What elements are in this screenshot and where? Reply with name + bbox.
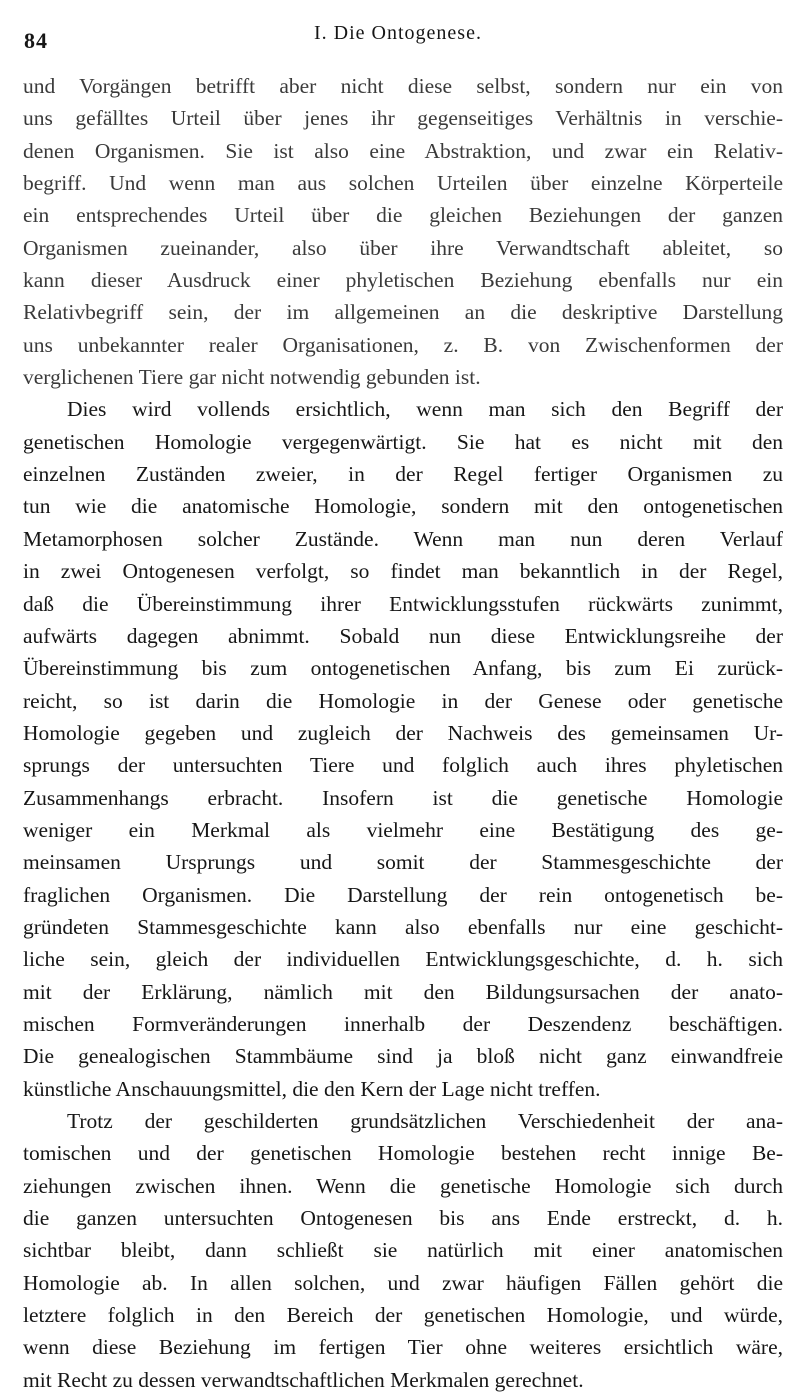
text-line: sprungs der untersuchten Tiere und folglich auch ihres phyletischen <box>23 753 783 778</box>
text-line: gründeten Stammesgeschichte kann also ebenfalls nur eine geschicht- <box>23 914 783 939</box>
text-line: Die genealogischen Stammbäume sind ja bloß nicht ganz einwandfreie <box>23 1044 783 1069</box>
text-line: weniger ein Merkmal als vielmehr eine Bestätigung des ge- <box>23 817 783 842</box>
text-line: in zwei Ontogenesen verfolgt, so findet man bekanntlich in der Regel, <box>23 559 783 584</box>
text-line: sichtbar bleibt, dann schließt sie natürlich mit einer anatomischen <box>23 1238 783 1263</box>
paragraph-2 <box>23 393 783 1105</box>
text-line: Organismen zueinander, also über ihre Verwandtschaft ableitet, so <box>23 235 783 260</box>
text-line: letztere folglich in den Bereich der genetischen Homologie, und würde, <box>23 1303 783 1328</box>
text-line: Übereinstimmung bis zum ontogenetischen Anfang, bis zum Ei zurück- <box>23 656 783 681</box>
text-line: mit der Erklärung, nämlich mit den Bildungsursachen der anato- <box>23 979 783 1004</box>
text-line: ziehungen zwischen ihnen. Wenn die genetische Homologie sich durch <box>23 1173 783 1198</box>
text-line: daß die Übereinstimmung ihrer Entwicklungsstufen rückwärts zunimmt, <box>23 591 783 616</box>
text-line: tomischen und der genetischen Homologie bestehen recht innige Be- <box>23 1141 783 1166</box>
text-line: mischen Formveränderungen innerhalb der Deszendenz beschäftigen. <box>23 1011 783 1036</box>
text-line: kann dieser Ausdruck einer phyletischen Beziehung ebenfalls nur ein <box>23 268 783 293</box>
text-line: genetischen Homologie vergegenwärtigt. Sie hat es nicht mit den <box>23 429 783 454</box>
text-line: tun wie die anatomische Homologie, sondern mit den ontogenetischen <box>23 494 783 519</box>
text-line: uns gefälltes Urteil über jenes ihr gegenseitiges Verhältnis in verschie- <box>23 106 783 131</box>
text-line: Trotz der geschilderten grundsätzlichen Verschiedenheit der ana- <box>67 1109 783 1133</box>
text-line: Zusammenhangs erbracht. Insofern ist die genetische Homologie <box>23 785 783 810</box>
text-line: Relativbegriff sein, der im allgemeinen an die deskriptive Darstellung <box>23 300 783 325</box>
text-line: meinsamen Ursprungs und somit der Stammesgeschichte der <box>23 850 783 875</box>
text-line: reicht, so ist darin die Homologie in der Genese oder genetische <box>23 688 783 713</box>
paragraph-1 <box>23 70 783 393</box>
body-text <box>23 70 783 1396</box>
text-line: wenn diese Beziehung im fertigen Tier ohne weiteres ersichtlich wäre, <box>23 1335 783 1360</box>
text-line: verglichenen Tiere gar nicht notwendig gebunden ist. <box>23 365 481 390</box>
text-line: fraglichen Organismen. Die Darstellung der rein ontogenetisch be- <box>23 882 783 907</box>
text-line: Homologie ab. In allen solchen, und zwar häufigen Fällen gehört die <box>23 1270 783 1295</box>
text-line: die ganzen untersuchten Ontogenesen bis ans Ende erstreckt, d. h. <box>23 1206 783 1231</box>
text-line: künstliche Anschauungsmittel, die den Kern der Lage nicht treffen. <box>23 1076 601 1101</box>
text-line: liche sein, gleich der individuellen Entwicklungsgeschichte, d. h. sich <box>23 947 783 972</box>
text-line: ein entsprechendes Urteil über die gleichen Beziehungen der ganzen <box>23 203 783 228</box>
text-line: Dies wird vollends ersichtlich, wenn man sich den Begriff der <box>67 397 783 422</box>
text-line: begriff. Und wenn man aus solchen Urteilen über einzelne Körperteile <box>23 171 783 196</box>
text-line: Metamorphosen solcher Zustände. Wenn man nun deren Verlauf <box>23 526 783 551</box>
chapter-title: I. Die Ontogenese. <box>314 22 482 44</box>
text-line: Homologie gegeben und zugleich der Nachweis des gemeinsamen Ur- <box>23 720 783 745</box>
text-line: einzelnen Zuständen zweier, in der Regel fertiger Organismen zu <box>23 462 783 487</box>
page-number: 84 <box>24 28 48 53</box>
text-line: mit Recht zu dessen verwandtschaftlichen Merkmalen gerechnet. <box>23 1367 584 1392</box>
text-line: denen Organismen. Sie ist also eine Abstraktion, und zwar ein Relativ- <box>23 138 783 163</box>
text-line: uns unbekannter realer Organisationen, z. B. von Zwischenformen der <box>23 332 783 357</box>
running-head <box>24 22 776 56</box>
text-line: aufwärts dagegen abnimmt. Sobald nun diese Entwicklungsreihe der <box>23 623 783 648</box>
paragraph-3 <box>23 1105 783 1396</box>
text-line: und Vorgängen betrifft aber nicht diese selbst, sondern nur ein von <box>23 74 783 98</box>
